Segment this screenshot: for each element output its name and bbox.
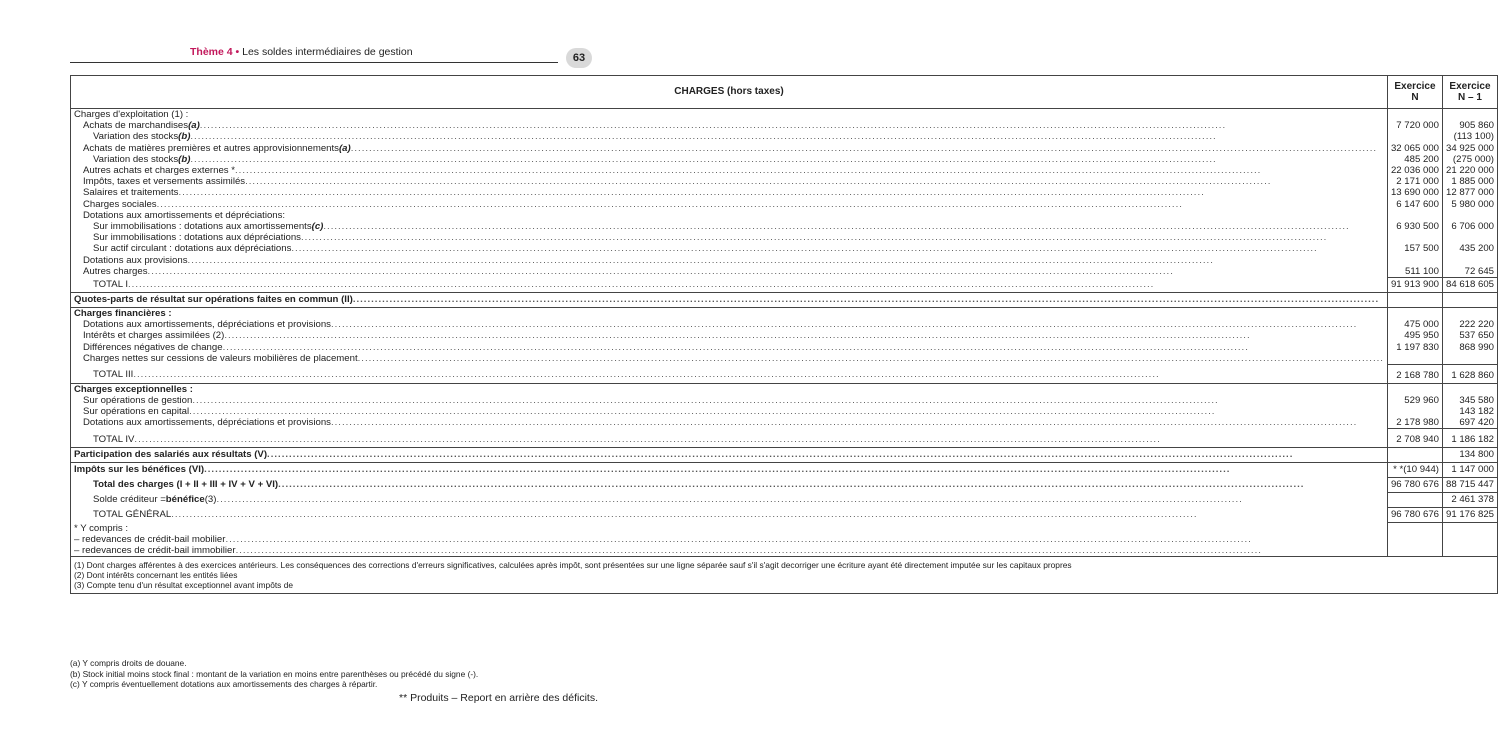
value-n: 7 720 000 (1387, 120, 1442, 131)
value-n1: 5 980 000 (1442, 199, 1497, 210)
row-label: Variation des stocks (b) ..... (71, 131, 1388, 142)
report-note: ** Produits – Report en arrière des déficits. (398, 692, 598, 704)
value-n (1387, 523, 1442, 534)
row-label: Impôts, taxes et versements assimilés ..... (71, 176, 1388, 187)
value-n (1387, 255, 1442, 266)
table-row (71, 493, 1498, 508)
value-n1: (113 100) (1442, 131, 1497, 142)
value-n: 475 000 (1387, 319, 1442, 330)
row-label: Salaires et traitements ..... (71, 187, 1388, 198)
total-row (71, 478, 1498, 493)
table-row (71, 255, 1498, 266)
total-row (71, 508, 1498, 523)
row-label: Achats de matières premières et autres approvisionnements (a) ..... (71, 143, 1388, 154)
header-rule (70, 62, 558, 63)
table-row (71, 417, 1498, 429)
value-n: 2 708 940 (1387, 429, 1442, 448)
row-label: Quotes-parts de résultat sur opérations faites en commun (II) ..... (71, 293, 1388, 308)
value-n: 91 913 900 (1387, 278, 1442, 293)
table-row (71, 383, 1498, 395)
row-label: Variation des stocks (b) ..... (71, 154, 1388, 165)
page-number-badge: 63 (566, 48, 592, 68)
value-n1: 1 147 000 (1442, 463, 1497, 478)
row-label: Dotations aux amortissements, dépréciations et provisions ..... (71, 319, 1388, 330)
value-n (1387, 545, 1442, 557)
row-label: Autres achats et charges externes * ..... (71, 165, 1388, 176)
value-n (1387, 383, 1442, 395)
table-row (71, 534, 1498, 545)
table-row (71, 406, 1498, 417)
value-n1 (1442, 308, 1497, 320)
note: (b) Stock initial moins stock final : montant de la variation en moins entre parenthèses ou précédé du signe (-). (70, 668, 479, 679)
table-row (71, 131, 1498, 142)
value-n (1387, 293, 1442, 308)
table-row (71, 120, 1498, 131)
row-label: Charges financières : (71, 308, 1388, 320)
table-row (71, 395, 1498, 406)
table-row (71, 523, 1498, 534)
total-row (71, 364, 1498, 383)
value-n1: 21 220 000 (1442, 165, 1497, 176)
table-header-row (71, 76, 1498, 109)
value-n (1387, 109, 1442, 121)
row-label: Différences négatives de change ..... (71, 342, 1388, 353)
footnotes-row (71, 557, 1498, 594)
value-n1 (1442, 232, 1497, 243)
value-n1 (1442, 383, 1497, 395)
value-n (1387, 210, 1442, 221)
value-n (1387, 353, 1442, 364)
value-n: 485 200 (1387, 154, 1442, 165)
table-row (71, 308, 1498, 320)
row-label: Solde créditeur = bénéfice (3) ..... (71, 493, 1388, 508)
row-label: * Y compris : (71, 523, 1388, 534)
table-row (71, 293, 1498, 308)
table-row (71, 353, 1498, 364)
value-n1: 34 925 000 (1442, 143, 1497, 154)
value-n: 6 147 600 (1387, 199, 1442, 210)
row-label: – redevances de crédit-bail immobilier ..... (71, 545, 1388, 557)
table-row (71, 154, 1498, 165)
theme-label: Thème 4 • (190, 46, 240, 58)
note: (c) Y compris éventuellement dotations aux amortissements des charges à répartir. (70, 679, 378, 689)
row-label: Dotations aux amortissements et dépréciations: (71, 210, 1388, 221)
table-row (71, 199, 1498, 210)
row-label: Sur immobilisations : dotations aux dépréciations ..... (71, 232, 1388, 243)
table-row (71, 463, 1498, 478)
value-n: 511 100 (1387, 266, 1442, 278)
table-row (71, 143, 1498, 154)
value-n: * *(10 944) (1387, 463, 1442, 478)
value-n: 2 171 000 (1387, 176, 1442, 187)
footnote: (1) Dont charges afférentes à des exercices antérieurs. Les conséquences des corrections d'erreurs significatives, calculées après impôt, sont présentées sur une ligne séparée sauf s'il s'agit decorriger une écriture ayant été directement imputée sur les capitaux propres (74, 560, 1072, 571)
value-n1: 697 420 (1442, 417, 1497, 429)
value-n1: 143 182 (1442, 406, 1497, 417)
table-row (71, 165, 1498, 176)
table-row (71, 187, 1498, 198)
row-label: Intérêts et charges assimilées (2) ..... (71, 330, 1388, 341)
row-label: Sur opérations de gestion ..... (71, 395, 1388, 406)
value-n1: 12 877 000 (1442, 187, 1497, 198)
table-row (71, 342, 1498, 353)
table-row (71, 210, 1498, 221)
value-n: 96 780 676 (1387, 478, 1442, 493)
value-n1: 345 580 (1442, 395, 1497, 406)
footnote: (3) Compte tenu d'un résultat exceptionnel avant impôts de (74, 580, 294, 591)
value-n (1387, 534, 1442, 545)
col-header-charges: CHARGES (hors taxes) (71, 76, 1388, 109)
value-n1: 84 618 605 (1442, 278, 1497, 293)
table-row (71, 545, 1498, 557)
value-n1: 88 715 447 (1442, 478, 1497, 493)
value-n1 (1442, 255, 1497, 266)
value-n: 529 960 (1387, 395, 1442, 406)
value-n1: 905 860 (1442, 120, 1497, 131)
table-row (71, 232, 1498, 243)
value-n1: 868 990 (1442, 342, 1497, 353)
table-row (71, 319, 1498, 330)
total-row (71, 278, 1498, 293)
value-n: 13 690 000 (1387, 187, 1442, 198)
value-n: 2 168 780 (1387, 364, 1442, 383)
row-label: TOTAL GÉNÉRAL ..... (71, 508, 1388, 523)
value-n1 (1442, 353, 1497, 364)
page-header (70, 44, 600, 66)
chapter-title: Les soldes intermédiaires de gestion (239, 46, 413, 58)
value-n (1387, 493, 1442, 508)
row-label: TOTAL IV ..... (71, 429, 1388, 448)
row-label: Sur immobilisations : dotations aux amortissements (c) ..... (71, 221, 1388, 232)
value-n: 495 950 (1387, 330, 1442, 341)
header-title (190, 46, 413, 58)
row-label: Achats de marchandises (a) ..... (71, 120, 1388, 131)
footnote: (2) Dont intérêts concernant les entités liées (74, 570, 238, 581)
table-row (71, 266, 1498, 278)
value-n1: (275 000) (1442, 154, 1497, 165)
value-n: 32 065 000 (1387, 143, 1442, 154)
value-n1: 1 186 182 (1442, 429, 1497, 448)
value-n (1387, 232, 1442, 243)
value-n1: 72 645 (1442, 266, 1497, 278)
value-n: 1 197 830 (1387, 342, 1442, 353)
notes (70, 658, 600, 690)
row-label: Charges nettes sur cessions de valeurs mobilières de placement ..... (71, 353, 1388, 364)
table-row (71, 176, 1498, 187)
value-n1: 91 176 825 (1442, 508, 1497, 523)
row-label: TOTAL I ..... (71, 278, 1388, 293)
col-header-n: Exercice N (1387, 76, 1442, 109)
row-label: Dotations aux amortissements, dépréciations et provisions ..... (71, 417, 1388, 429)
note: (a) Y compris droits de douane. (70, 658, 187, 668)
row-label: Dotations aux provisions ..... (71, 255, 1388, 266)
table-row (71, 243, 1498, 254)
value-n: 96 780 676 (1387, 508, 1442, 523)
value-n (1387, 448, 1442, 463)
row-label: Impôts sur les bénéfices (VI) ..... (71, 463, 1388, 478)
table-row (71, 221, 1498, 232)
value-n1: 2 461 378 (1442, 493, 1497, 508)
value-n1 (1442, 523, 1497, 534)
row-label: Charges exceptionnelles : (71, 383, 1388, 395)
value-n (1387, 308, 1442, 320)
col-header-n1: Exercice N – 1 (1442, 76, 1497, 109)
table-row (71, 109, 1498, 121)
value-n1: 1 628 860 (1442, 364, 1497, 383)
value-n1: 222 220 (1442, 319, 1497, 330)
value-n: 157 500 (1387, 243, 1442, 254)
table-row (71, 330, 1498, 341)
value-n1 (1442, 534, 1497, 545)
value-n1: 537 650 (1442, 330, 1497, 341)
row-label: Charges d'exploitation (1) : (71, 109, 1388, 121)
row-label: Total des charges (I + II + III + IV + V + VI) ..... (71, 478, 1388, 493)
value-n1 (1442, 545, 1497, 557)
value-n: 2 178 980 (1387, 417, 1442, 429)
value-n1: 6 706 000 (1442, 221, 1497, 232)
total-row (71, 429, 1498, 448)
value-n1 (1442, 210, 1497, 221)
value-n: 22 036 000 (1387, 165, 1442, 176)
row-label: Autres charges ..... (71, 266, 1388, 278)
value-n1 (1442, 293, 1497, 308)
value-n (1387, 131, 1442, 142)
value-n (1387, 406, 1442, 417)
row-label: – redevances de crédit-bail mobilier ..... (71, 534, 1388, 545)
value-n1 (1442, 109, 1497, 121)
row-label: Sur opérations en capital ..... (71, 406, 1388, 417)
value-n1: 1 885 000 (1442, 176, 1497, 187)
value-n1: 435 200 (1442, 243, 1497, 254)
row-label: Charges sociales ..... (71, 199, 1388, 210)
value-n1: 134 800 (1442, 448, 1497, 463)
value-n: 6 930 500 (1387, 221, 1442, 232)
table-row (71, 448, 1498, 463)
row-label: TOTAL III ..... (71, 364, 1388, 383)
row-label: Participation des salariés aux résultats (V) ..... (71, 448, 1388, 463)
footnotes-cell (71, 557, 1498, 594)
row-label: Sur actif circulant : dotations aux dépréciations ..... (71, 243, 1388, 254)
charges-table (70, 75, 1498, 594)
